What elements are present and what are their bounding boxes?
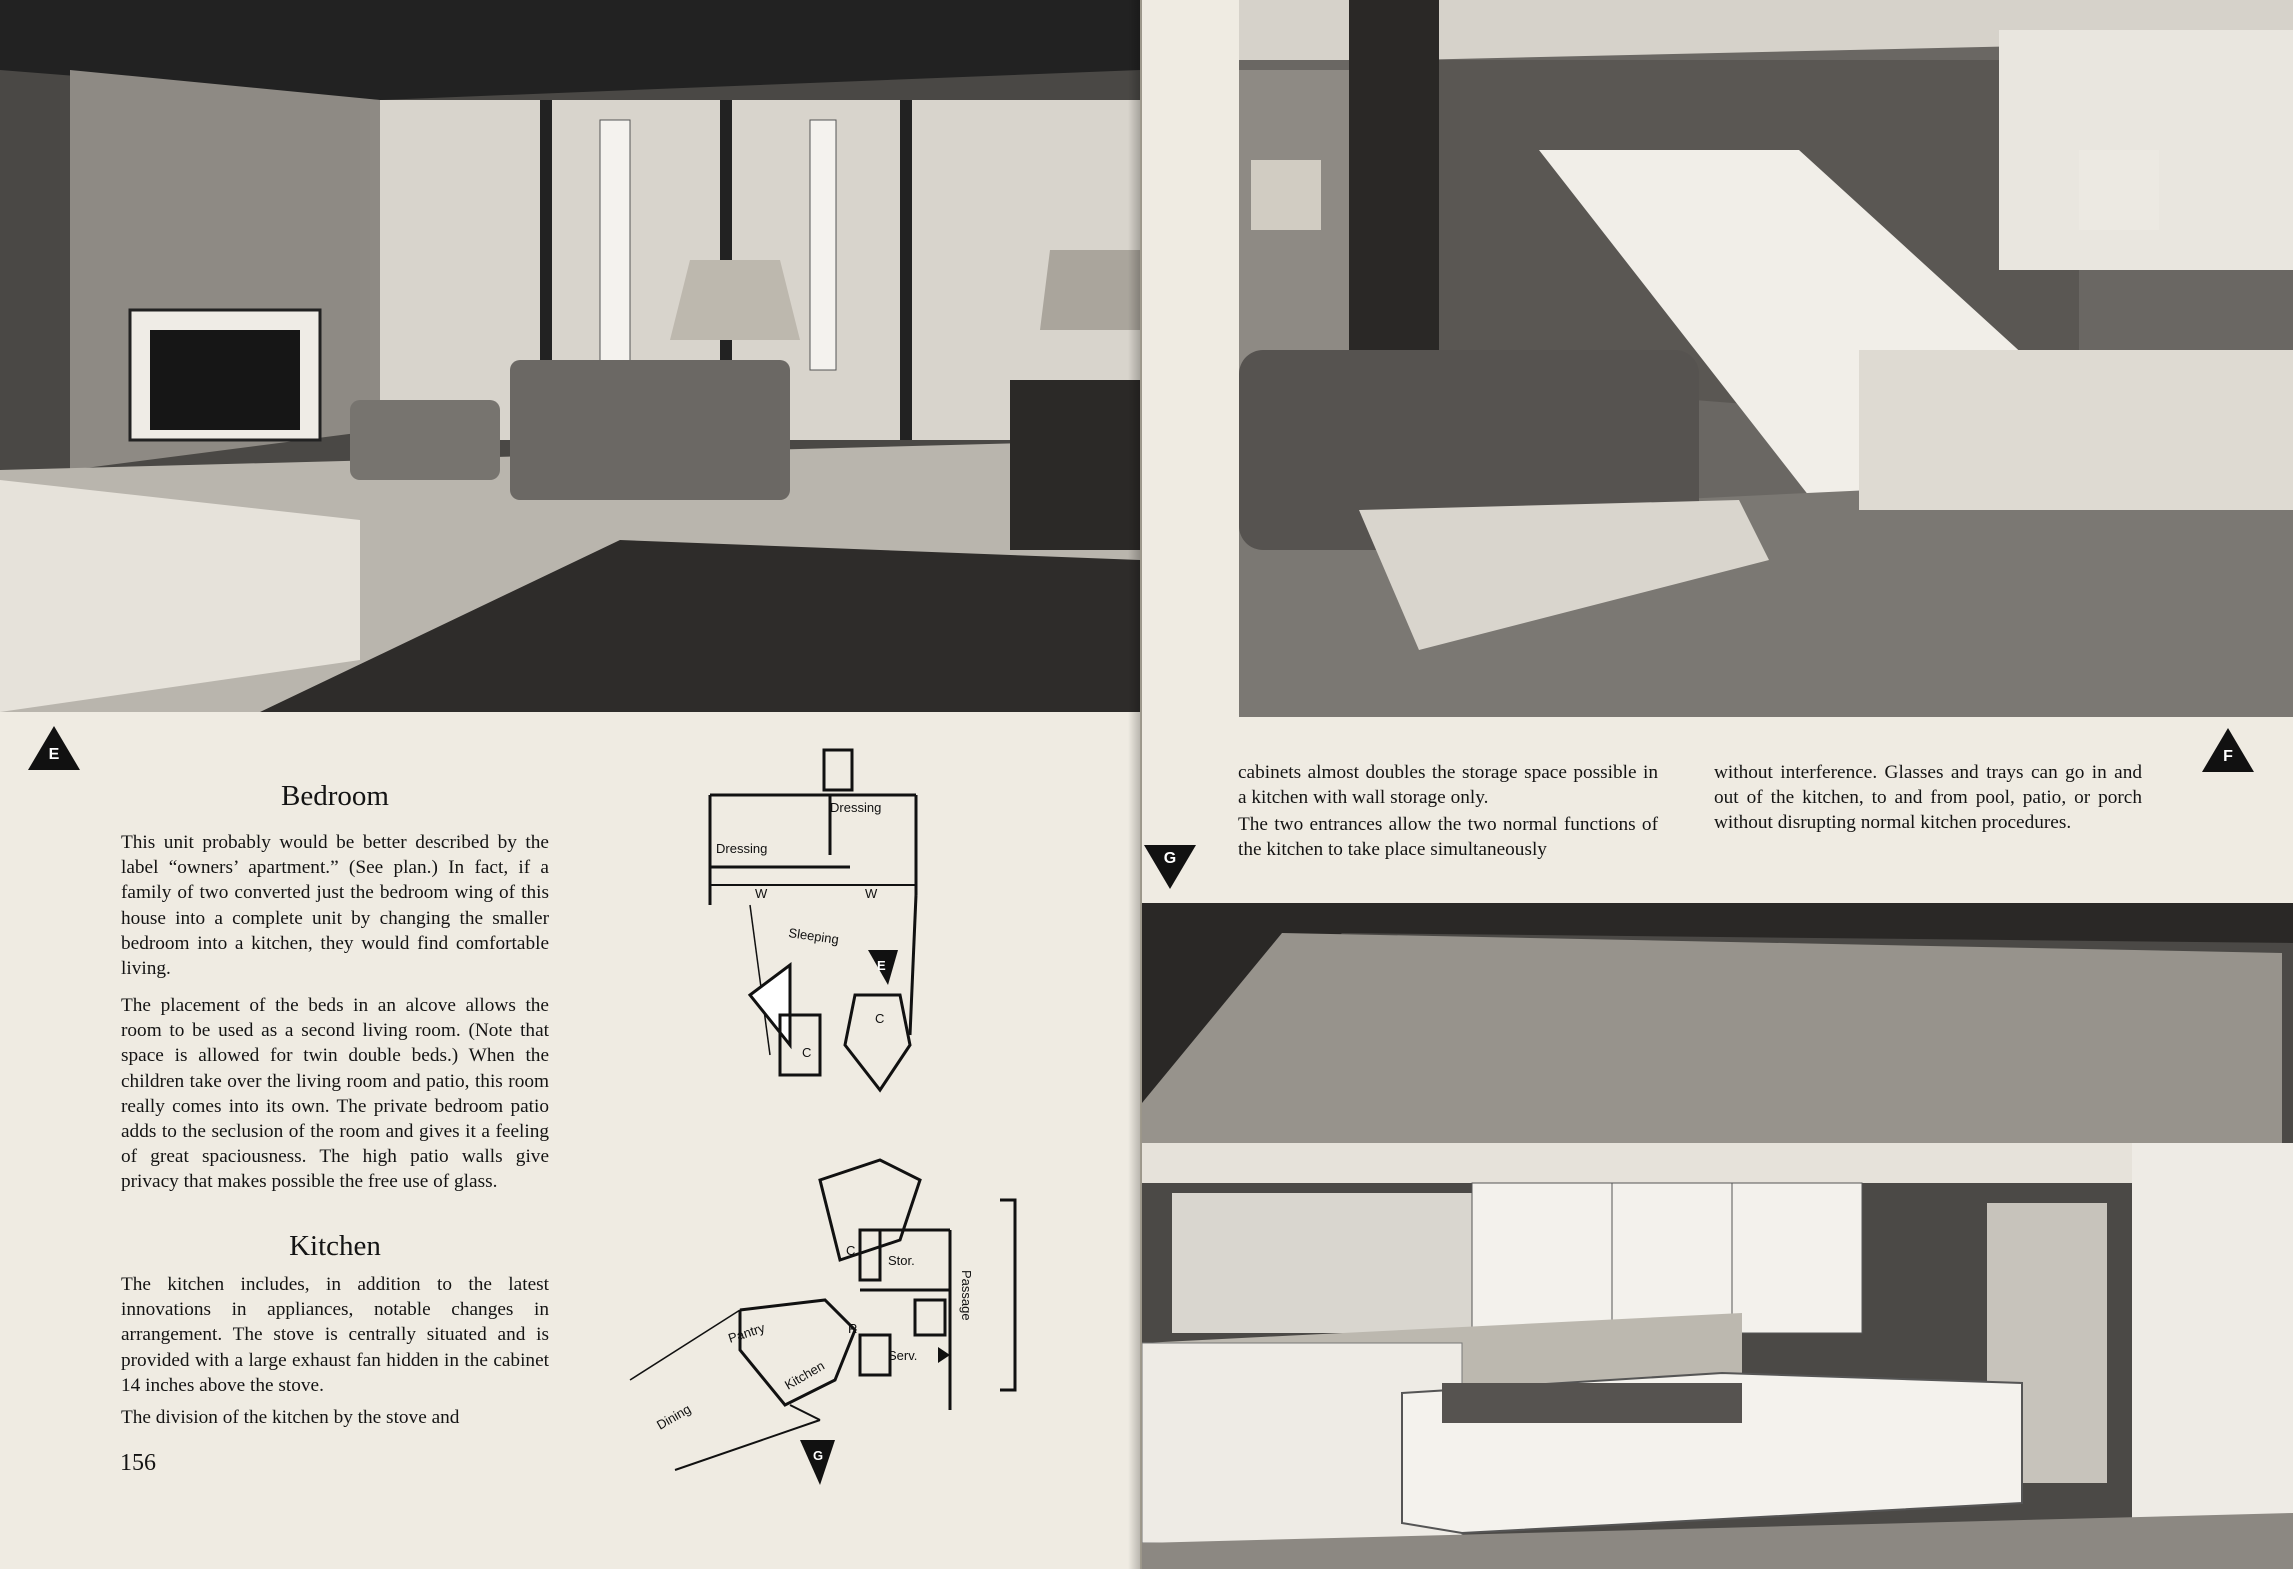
living-bedroom-drawing [1239, 0, 2293, 717]
plan-w-label-2: W [865, 886, 878, 901]
plan-marker-g: G [813, 1448, 824, 1463]
plan-dining-label: Dining [654, 1401, 694, 1433]
bedroom-illustration [0, 0, 1140, 712]
plan-serv-label: Serv. [888, 1348, 918, 1363]
left-page [0, 0, 1142, 1569]
kitchen-illustration [1142, 903, 2293, 1569]
plan-r-label: R [848, 1321, 858, 1336]
view-marker-f-label: F [2223, 748, 2233, 765]
bedroom-drawing [0, 0, 1140, 712]
living-bedroom-illustration [1239, 0, 2293, 717]
interference-paragraph: without interference. Glasses and trays can go in and out of the kitchen, to and from pool, patio, or porch without disrupting normal kitchen procedures. [1714, 762, 2142, 834]
kitchen-paragraph-1: The kitchen includes, in addition to the latest innovations in appliances, notable changes in arrangement. The stove is centrally situated and is provided with a large exhaust fan hidden in the cabinet 14 inches above the stove. [121, 1274, 549, 1396]
plan-c-label: C [846, 1243, 856, 1258]
view-marker-e-label: E [48, 746, 60, 763]
plan-pantry-label: Pantry [726, 1319, 767, 1346]
plan-dressing-label-2: Dressing [716, 841, 768, 856]
entrances-paragraph: The two entrances allow the two normal functions of the kitchen to take place simultaneously [1238, 814, 1658, 861]
bedroom-floor-plan [620, 745, 950, 1175]
plan-arrow-icon [938, 1347, 950, 1363]
kitchen-heading: Kitchen [289, 1230, 381, 1262]
storage-paragraph: cabinets almost doubles the storage space possible in a kitchen with wall storage only. [1238, 762, 1658, 809]
bedroom-heading: Bedroom [281, 780, 389, 812]
kitchen-floor-plan [620, 1150, 1040, 1490]
plan-marker-e: E [877, 958, 886, 973]
plan-stor-label: Stor. [888, 1253, 915, 1268]
page-number: 156 [120, 1450, 156, 1476]
plan-c-label-1: C [802, 1045, 812, 1060]
kitchen-drawing [1142, 903, 2293, 1569]
plan-passage-label: Passage [959, 1270, 974, 1321]
plan-c-label-2: C [875, 1011, 885, 1026]
bedroom-paragraph-1: This unit probably would be better described by the label “owners’ apartment.” (See plan.) In fact, if a family of two converted just the bedroom wing of this house into a complete unit by changing the smaller bedroom into a kitchen, they would find comfortable living. [121, 832, 549, 980]
right-page [1142, 0, 2293, 1569]
plan-sleeping-label: Sleeping [787, 925, 840, 948]
plan-w-label-1: W [755, 886, 768, 901]
kitchen-paragraph-2: The division of the kitchen by the stove and [121, 1407, 460, 1428]
plan-marker-f: F [768, 995, 776, 1010]
view-marker-g-label: G [1163, 850, 1177, 867]
plan-dressing-label-1: Dressing [830, 800, 882, 815]
bedroom-paragraph-2: The placement of the beds in an alcove allows the room to be used as a second living room. (Note that space is allowed for twin double beds.) When the children take over the living room and patio, this room really comes into its own. The private bedroom patio adds to the seclusion of the room and gives it a feeling of great spaciousness. The high patio walls give privacy that makes possible the free use of glass. [121, 995, 549, 1193]
plan-kitchen-label: Kitchen [782, 1357, 828, 1393]
